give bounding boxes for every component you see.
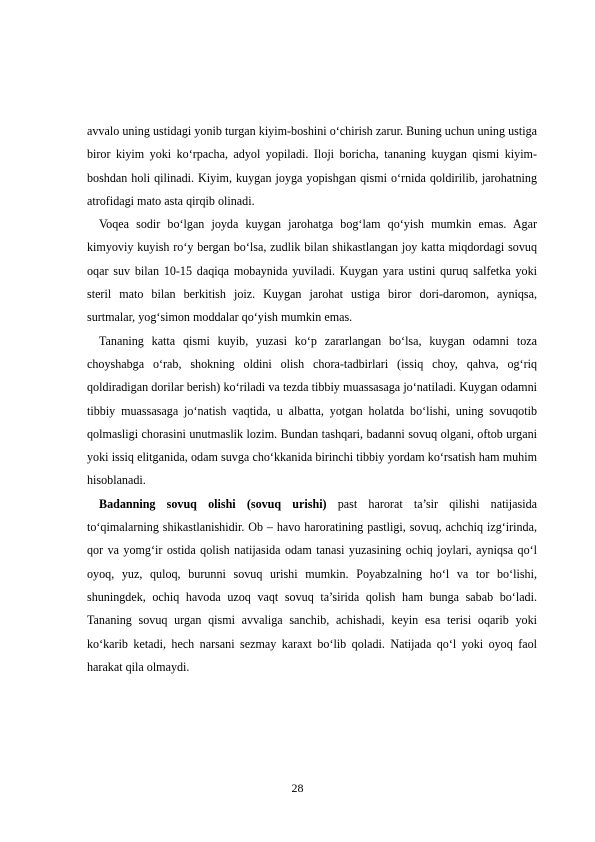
- paragraph-4-lead-term: Badanning sovuq olishi (sovuq urishi): [99, 496, 327, 511]
- paragraph-2: Voqea sodir bo‘lgan joyda kuygan jarohatga bog‘lam qo‘yish mumkin emas. Agar kimyoviy kuyish ro‘y bergan bo‘lsa, zudlik bilan shikastlangan joy katta miqdordagi sovuq oqar suv bilan 10-15 daqiqa mobaynida yuviladi. Kuygan yara ustini quruq salfetka yoki steril mato bilan berkitish joiz. Kuygan jarohat ustiga biror dori-daromon, ayniqsa, surtmalar, yog‘simon moddalar qo‘yish mumkin emas.: [87, 217, 537, 325]
- paragraph-3: Tananing katta qismi kuyib, yuzasi ko‘p zararlangan bo‘lsa, kuygan odamni toza choyshabga o‘rab, shokning oldini olish chora-tadbirlari (issiq choy, qahva, og‘riq qoldiradigan dorilar berish) ko‘riladi va tezda tibbiy muassasaga jo‘natiladi. Kuygan odamni tibbiy muassasaga jo‘natish vaqtida, u albatta, yotgan holatda bo‘lishi, uning sovuqotib qolmasligi chorasini unutmaslik lozim. Bundan tashqari, badanni sovuq olgani, oftob urgani yoki issiq elitganida, odam suvga cho‘kkanida birinchi tibbiy yordam ko‘rsatish ham muhim hisoblanadi.: [87, 333, 537, 488]
- body-text: [87, 120, 537, 679]
- page-number: 28: [291, 781, 304, 795]
- paragraph-4-body: past harorat ta’sir qilishi natijasida to‘qimalarning shikastlanishidir. Ob – havo haroratining pastligi, sovuq, achchiq izg‘irinda, qor va yomg‘ir ostida qolish natijasida odam tanasi yuzasining ochiq joylari, ayniqsa qo‘l oyoq, yuz, quloq, burunni sovuq urishi mumkin. Poyabzalning ho‘l va tor bo‘lishi, shuningdek, ochiq havoda uzoq vaqt sovuq ta’sirida qolish ham bunga sabab bo‘ladi. Tananing sovuq urgan qismi avvaliga sanchib, achishadi, keyin esa terisi oqarib yoki ko‘karib ketadi, hech narsani sezmay karaxt bo‘lib qoladi. Natijada qo‘l yoki oyoq faol harakat qila olmaydi.: [87, 496, 537, 674]
- paragraph-4: [87, 493, 537, 679]
- paragraph-1: avvalo uning ustidagi yonib turgan kiyim-boshini o‘chirish zarur. Buning uchun uning ustiga biror kiyim yoki ko‘rpacha, adyol yopiladi. Iloji boricha, tananing kuygan qismi kiyim-boshdan holi qilinadi. Kiyim, kuygan joyga yopishgan qismi o‘rnida qoldirilib, jarohatning atrofidagi mato asta qirqib olinadi.: [87, 124, 537, 208]
